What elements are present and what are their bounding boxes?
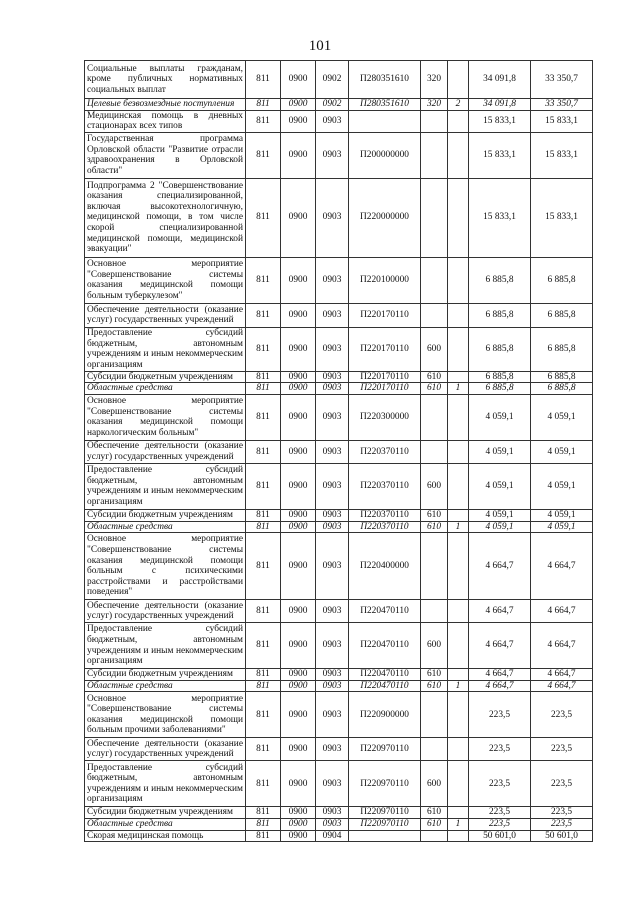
ministry-code: 811 [246,807,281,819]
table-row [85,600,593,623]
subsection-code: 0903 [316,533,349,600]
subsection-code: 0903 [316,463,349,509]
target-article-code: П220400000 [349,533,421,600]
target-article-code: П280351610 [349,61,421,99]
target-article-code: П220970110 [349,807,421,819]
target-article-code: П220470110 [349,623,421,669]
amount-year-1: 4 664,7 [469,600,531,623]
funding-source-code [448,533,469,600]
section-code: 0900 [281,383,316,395]
funding-source-code [448,600,469,623]
subsection-code: 0902 [316,61,349,99]
target-article-code: П220370110 [349,521,421,533]
target-article-code: П220000000 [349,178,421,257]
section-code: 0900 [281,818,316,830]
amount-year-2: 15 833,1 [531,178,593,257]
amount-year-2: 4 059,1 [531,463,593,509]
ministry-code: 811 [246,463,281,509]
section-code: 0900 [281,132,316,178]
table-row [85,99,593,111]
amount-year-2: 4 664,7 [531,533,593,600]
budget-table-body [85,61,593,842]
expense-type-code: 610 [421,383,448,395]
expense-type-code: 600 [421,327,448,371]
expense-type-code: 610 [421,680,448,692]
table-row [85,521,593,533]
table-row [85,830,593,842]
amount-year-2: 223,5 [531,692,593,738]
amount-year-1: 4 059,1 [469,509,531,521]
subsection-code: 0903 [316,692,349,738]
section-code: 0900 [281,61,316,99]
row-name: Субсидии бюджетным учреждениям [85,807,246,819]
target-article-code: П220300000 [349,394,421,440]
subsection-code: 0903 [316,132,349,178]
table-row [85,669,593,681]
ministry-code: 811 [246,394,281,440]
section-code: 0900 [281,533,316,600]
ministry-code: 811 [246,680,281,692]
ministry-code: 811 [246,509,281,521]
ministry-code: 811 [246,178,281,257]
expense-type-code: 610 [421,371,448,383]
table-row [85,509,593,521]
amount-year-1: 6 885,8 [469,327,531,371]
amount-year-2: 223,5 [531,807,593,819]
row-name: Областные средства [85,521,246,533]
target-article-code: П220970110 [349,818,421,830]
amount-year-1: 4 664,7 [469,680,531,692]
amount-year-1: 4 664,7 [469,669,531,681]
amount-year-1: 6 885,8 [469,257,531,303]
table-row [85,761,593,807]
funding-source-code [448,692,469,738]
ministry-code: 811 [246,818,281,830]
subsection-code: 0903 [316,327,349,371]
expense-type-code [421,692,448,738]
amount-year-1: 6 885,8 [469,303,531,327]
ministry-code: 811 [246,533,281,600]
amount-year-2: 15 833,1 [531,132,593,178]
funding-source-code [448,303,469,327]
row-name: Основное мероприятие "Совершенствование системы оказания медицинской помощи наркологическим больным" [85,394,246,440]
expense-type-code [421,303,448,327]
amount-year-2: 4 059,1 [531,394,593,440]
table-row [85,327,593,371]
target-article-code: П220900000 [349,692,421,738]
target-article-code: П220970110 [349,738,421,761]
amount-year-2: 6 885,8 [531,327,593,371]
expense-type-code: 320 [421,61,448,99]
amount-year-2: 4 664,7 [531,623,593,669]
amount-year-2: 223,5 [531,761,593,807]
funding-source-code [448,110,469,132]
amount-year-2: 6 885,8 [531,371,593,383]
subsection-code: 0903 [316,110,349,132]
expense-type-code [421,394,448,440]
expense-type-code [421,738,448,761]
ministry-code: 811 [246,303,281,327]
table-row [85,692,593,738]
table-row [85,807,593,819]
row-name: Обеспечение деятельности (оказание услуг) государственных учреждений [85,600,246,623]
funding-source-code [448,440,469,463]
row-name: Предоставление субсидий бюджетным, автономным учреждениям и иным некоммерческим организациям [85,623,246,669]
table-row [85,132,593,178]
amount-year-1: 223,5 [469,761,531,807]
section-code: 0900 [281,680,316,692]
target-article-code [349,110,421,132]
subsection-code: 0903 [316,623,349,669]
section-code: 0900 [281,440,316,463]
amount-year-2: 4 059,1 [531,521,593,533]
amount-year-1: 4 059,1 [469,440,531,463]
expense-type-code [421,830,448,842]
expense-type-code: 610 [421,509,448,521]
ministry-code: 811 [246,738,281,761]
subsection-code: 0903 [316,440,349,463]
table-row [85,257,593,303]
amount-year-1: 223,5 [469,738,531,761]
table-row [85,371,593,383]
ministry-code: 811 [246,623,281,669]
ministry-code: 811 [246,521,281,533]
funding-source-code: 1 [448,680,469,692]
subsection-code: 0903 [316,383,349,395]
table-row [85,394,593,440]
target-article-code: П280351610 [349,99,421,111]
expense-type-code [421,178,448,257]
amount-year-2: 6 885,8 [531,303,593,327]
target-article-code: П220970110 [349,761,421,807]
amount-year-2: 15 833,1 [531,110,593,132]
subsection-code: 0904 [316,830,349,842]
row-name: Целевые безвозмездные поступления [85,99,246,111]
expense-type-code: 600 [421,463,448,509]
row-name: Предоставление субсидий бюджетным, автономным учреждениям и иным некоммерческим организациям [85,327,246,371]
subsection-code: 0903 [316,257,349,303]
subsection-code: 0903 [316,521,349,533]
funding-source-code [448,761,469,807]
ministry-code: 811 [246,440,281,463]
subsection-code: 0903 [316,303,349,327]
row-name: Государственная программа Орловской области "Развитие отрасли здравоохранения в Орловской области" [85,132,246,178]
amount-year-1: 50 601,0 [469,830,531,842]
target-article-code: П220470110 [349,669,421,681]
ministry-code: 811 [246,327,281,371]
table-row [85,383,593,395]
row-name: Областные средства [85,818,246,830]
funding-source-code: 1 [448,818,469,830]
amount-year-1: 4 664,7 [469,623,531,669]
section-code: 0900 [281,692,316,738]
ministry-code: 811 [246,371,281,383]
funding-source-code [448,371,469,383]
target-article-code: П220170110 [349,303,421,327]
funding-source-code [448,257,469,303]
section-code: 0900 [281,178,316,257]
target-article-code: П220470110 [349,680,421,692]
expense-type-code: 600 [421,761,448,807]
funding-source-code [448,669,469,681]
table-row [85,110,593,132]
amount-year-1: 34 091,8 [469,99,531,111]
row-name: Субсидии бюджетным учреждениям [85,371,246,383]
table-row [85,680,593,692]
target-article-code [349,830,421,842]
section-code: 0900 [281,463,316,509]
ministry-code: 811 [246,110,281,132]
table-row [85,463,593,509]
ministry-code: 811 [246,761,281,807]
subsection-code: 0902 [316,99,349,111]
section-code: 0900 [281,257,316,303]
row-name: Субсидии бюджетным учреждениям [85,669,246,681]
amount-year-2: 223,5 [531,818,593,830]
row-name: Предоставление субсидий бюджетным, автономным учреждениям и иным некоммерческим организациям [85,463,246,509]
subsection-code: 0903 [316,818,349,830]
section-code: 0900 [281,110,316,132]
expense-type-code [421,440,448,463]
target-article-code: П220170110 [349,383,421,395]
ministry-code: 811 [246,600,281,623]
row-name: Скорая медицинская помощь [85,830,246,842]
subsection-code: 0903 [316,509,349,521]
subsection-code: 0903 [316,738,349,761]
row-name: Подпрограмма 2 "Совершенствование оказания специализированной, включая высокотехнологичную, медицинской помощи, в том числе скорой специализированной медицинской помощи, медицинской эвакуации" [85,178,246,257]
target-article-code: П220170110 [349,371,421,383]
section-code: 0900 [281,521,316,533]
amount-year-2: 33 350,7 [531,99,593,111]
table-row [85,533,593,600]
expense-type-code: 610 [421,669,448,681]
amount-year-2: 33 350,7 [531,61,593,99]
funding-source-code [448,327,469,371]
section-code: 0900 [281,669,316,681]
funding-source-code [448,509,469,521]
section-code: 0900 [281,394,316,440]
target-article-code: П220470110 [349,600,421,623]
amount-year-1: 4 059,1 [469,394,531,440]
funding-source-code [448,807,469,819]
amount-year-1: 4 059,1 [469,463,531,509]
amount-year-2: 6 885,8 [531,383,593,395]
expense-type-code [421,110,448,132]
subsection-code: 0903 [316,371,349,383]
section-code: 0900 [281,761,316,807]
amount-year-1: 223,5 [469,818,531,830]
row-name: Предоставление субсидий бюджетным, автономным учреждениям и иным некоммерческим организациям [85,761,246,807]
section-code: 0900 [281,327,316,371]
row-name: Основное мероприятие "Совершенствование системы оказания медицинской помощи больным туберкулезом" [85,257,246,303]
ministry-code: 811 [246,257,281,303]
row-name: Субсидии бюджетным учреждениям [85,509,246,521]
row-name: Основное мероприятие "Совершенствование системы оказания медицинской помощи больным с психическими расстройствами и расстройствами поведения" [85,533,246,600]
amount-year-2: 50 601,0 [531,830,593,842]
section-code: 0900 [281,303,316,327]
table-row [85,738,593,761]
amount-year-1: 6 885,8 [469,371,531,383]
ministry-code: 811 [246,830,281,842]
target-article-code: П220370110 [349,463,421,509]
funding-source-code [448,61,469,99]
amount-year-1: 15 833,1 [469,178,531,257]
ministry-code: 811 [246,99,281,111]
row-name: Областные средства [85,383,246,395]
subsection-code: 0903 [316,178,349,257]
subsection-code: 0903 [316,600,349,623]
funding-source-code [448,463,469,509]
ministry-code: 811 [246,61,281,99]
amount-year-1: 4 664,7 [469,533,531,600]
section-code: 0900 [281,600,316,623]
amount-year-2: 4 664,7 [531,600,593,623]
funding-source-code [448,132,469,178]
funding-source-code [448,623,469,669]
funding-source-code [448,738,469,761]
funding-source-code [448,830,469,842]
row-name: Областные средства [85,680,246,692]
amount-year-1: 15 833,1 [469,132,531,178]
row-name: Основное мероприятие "Совершенствование системы оказания медицинской помощи больным прочими заболеваниями" [85,692,246,738]
table-row [85,440,593,463]
amount-year-1: 4 059,1 [469,521,531,533]
amount-year-2: 4 664,7 [531,680,593,692]
amount-year-1: 223,5 [469,807,531,819]
ministry-code: 811 [246,669,281,681]
expense-type-code [421,533,448,600]
section-code: 0900 [281,738,316,761]
page-number: 101 [308,38,332,54]
target-article-code: П220370110 [349,440,421,463]
expense-type-code: 610 [421,807,448,819]
amount-year-1: 6 885,8 [469,383,531,395]
expense-type-code [421,132,448,178]
subsection-code: 0903 [316,761,349,807]
section-code: 0900 [281,830,316,842]
expense-type-code [421,257,448,303]
row-name: Обеспечение деятельности (оказание услуг) государственных учреждений [85,303,246,327]
subsection-code: 0903 [316,680,349,692]
row-name: Медицинская помощь в дневных стационарах всех типов [85,110,246,132]
table-row [85,178,593,257]
subsection-code: 0903 [316,669,349,681]
funding-source-code: 1 [448,383,469,395]
funding-source-code: 2 [448,99,469,111]
amount-year-1: 15 833,1 [469,110,531,132]
amount-year-2: 223,5 [531,738,593,761]
table-row [85,818,593,830]
target-article-code: П220370110 [349,509,421,521]
row-name: Обеспечение деятельности (оказание услуг) государственных учреждений [85,440,246,463]
row-name: Обеспечение деятельности (оказание услуг) государственных учреждений [85,738,246,761]
amount-year-1: 34 091,8 [469,61,531,99]
ministry-code: 811 [246,132,281,178]
target-article-code: П200000000 [349,132,421,178]
expense-type-code: 610 [421,521,448,533]
row-name: Социальные выплаты гражданам, кроме публичных нормативных социальных выплат [85,61,246,99]
table-row [85,61,593,99]
funding-source-code [448,178,469,257]
amount-year-2: 4 059,1 [531,440,593,463]
ministry-code: 811 [246,383,281,395]
table-row [85,303,593,327]
section-code: 0900 [281,509,316,521]
target-article-code: П220100000 [349,257,421,303]
expense-type-code: 600 [421,623,448,669]
subsection-code: 0903 [316,807,349,819]
funding-source-code [448,394,469,440]
section-code: 0900 [281,371,316,383]
amount-year-1: 223,5 [469,692,531,738]
expense-type-code [421,600,448,623]
amount-year-2: 4 664,7 [531,669,593,681]
amount-year-2: 4 059,1 [531,509,593,521]
expense-type-code: 610 [421,818,448,830]
ministry-code: 811 [246,692,281,738]
section-code: 0900 [281,99,316,111]
section-code: 0900 [281,807,316,819]
expense-type-code: 320 [421,99,448,111]
funding-source-code: 1 [448,521,469,533]
subsection-code: 0903 [316,394,349,440]
section-code: 0900 [281,623,316,669]
target-article-code: П220170110 [349,327,421,371]
budget-table [84,60,593,842]
amount-year-2: 6 885,8 [531,257,593,303]
table-row [85,623,593,669]
